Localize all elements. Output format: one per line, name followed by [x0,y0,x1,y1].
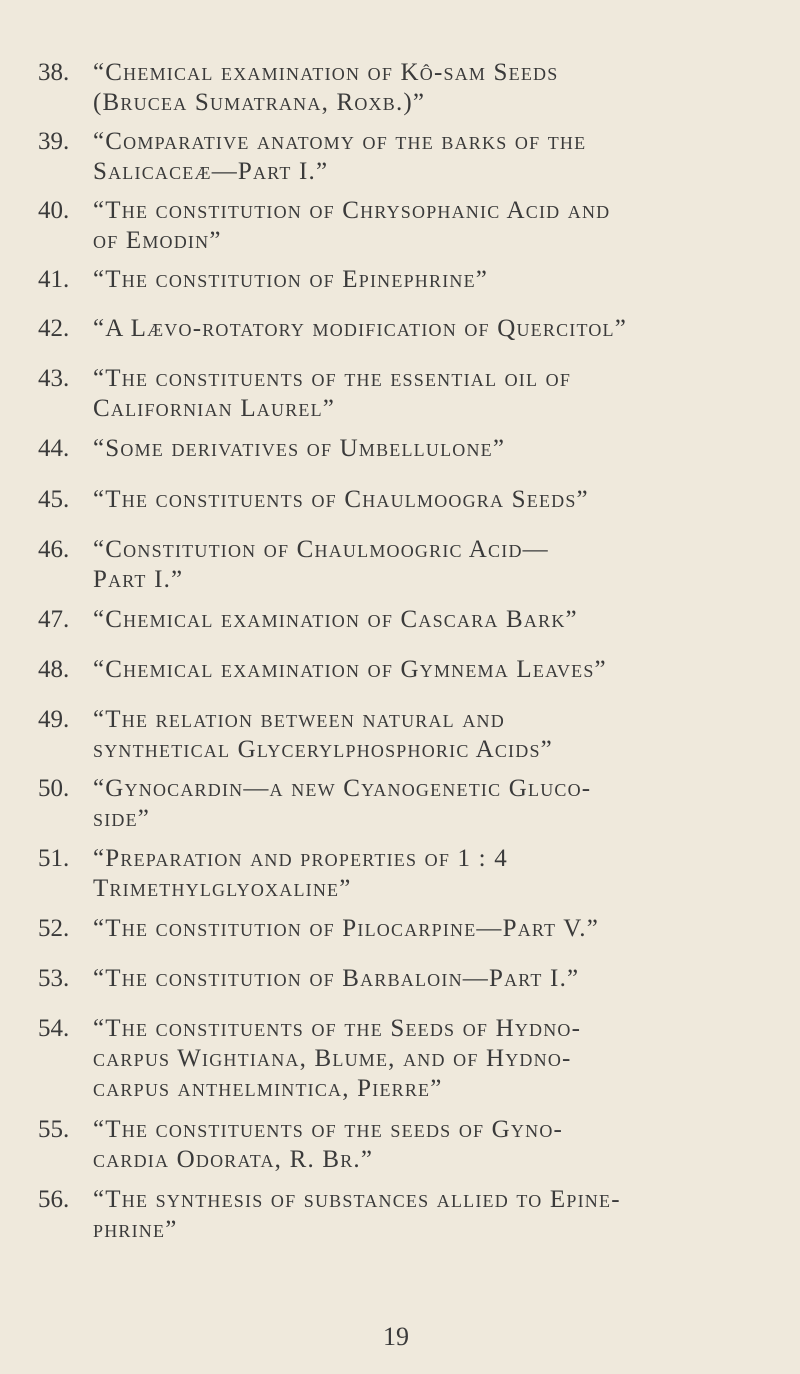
entry-line: synthetical Glycerylphosphoric Acids” [93,736,553,763]
entry-42 [38,314,758,344]
entry-number: 45. [38,486,70,513]
entry-line: “Some derivatives of Umbellulone” [93,435,506,462]
entry-line: carpus anthelmintica, Pierre” [93,1075,443,1102]
entry-line: “Gynocardin—a new Cyanogenetic Gluco- [93,775,592,802]
entry-line: “Chemical examination of Kô-sam Seeds [93,59,559,86]
entry-line: “The synthesis of substances allied to Epine- [93,1186,621,1213]
entry-number: 48. [38,656,70,683]
entry-line: cardia Odorata, R. Br.” [93,1146,374,1173]
entry-line: phrine” [93,1216,178,1243]
entry-line: “A Lævo-rotatory modification of Quercitol” [93,315,628,342]
entry-38 [38,58,758,118]
entry-line: Trimethylglyoxaline” [93,875,352,902]
entry-44 [38,434,758,464]
entry-41 [38,265,758,295]
entry-46 [38,535,758,595]
entry-line: “The constituents of the seeds of Gyno- [93,1116,564,1143]
entry-number: 55. [38,1116,70,1143]
entry-number: 54. [38,1015,70,1042]
entry-number: 56. [38,1186,70,1213]
entry-number: 41. [38,266,70,293]
entry-line: “Preparation and properties of 1 : 4 [93,845,508,872]
entry-line: of Emodin” [93,227,222,254]
entry-56 [38,1185,758,1245]
entry-number: 51. [38,845,70,872]
entry-line: (Brucea Sumatrana, Roxb.)” [93,89,426,116]
entry-number: 43. [38,365,70,392]
entry-line: carpus Wightiana, Blume, and of Hydno- [93,1045,572,1072]
entry-line: Part I.” [93,566,184,593]
entry-line: “Comparative anatomy of the barks of the [93,128,587,155]
entry-line: “Constitution of Chaulmoogric Acid— [93,536,549,563]
entry-39 [38,127,758,187]
entry-line: “The constitution of Chrysophanic Acid and [93,197,611,224]
entry-line: “The constituents of Chaulmoogra Seeds” [93,486,589,513]
entry-number: 47. [38,606,70,633]
entry-40 [38,196,758,256]
entry-line: side” [93,805,151,832]
entry-53 [38,964,758,994]
entry-line: “The relation between natural and [93,706,505,733]
entry-line: “The constituents of the essential oil of [93,365,572,392]
entry-49 [38,705,758,765]
entry-number: 53. [38,965,70,992]
entry-line: “Chemical examination of Gymnema Leaves” [93,656,607,683]
entry-number: 40. [38,197,70,224]
entry-43 [38,364,758,424]
entry-number: 50. [38,775,70,802]
entry-number: 49. [38,706,70,733]
entry-55 [38,1115,758,1175]
entry-48 [38,655,758,685]
entry-number: 44. [38,435,70,462]
page-number: 19 [383,1322,409,1351]
entry-number: 42. [38,315,70,342]
entry-50 [38,774,758,834]
entry-line: “The constituents of the Seeds of Hydno- [93,1015,582,1042]
entry-52 [38,914,758,944]
entry-number: 52. [38,915,70,942]
entry-line: Californian Laurel” [93,395,336,422]
entry-line: “The constitution of Epinephrine” [93,266,489,293]
entry-number: 38. [38,59,70,86]
entry-51 [38,844,758,904]
entry-number: 39. [38,128,70,155]
entry-47 [38,605,758,635]
entry-line: “The constitution of Pilocarpine—Part V.” [93,915,600,942]
entry-54 [38,1014,758,1104]
entry-line: Salicaceæ—Part I.” [93,158,329,185]
entry-line: “The constitution of Barbaloin—Part I.” [93,965,580,992]
entry-45 [38,485,758,515]
entry-line: “Chemical examination of Cascara Bark” [93,606,578,633]
entry-number: 46. [38,536,70,563]
